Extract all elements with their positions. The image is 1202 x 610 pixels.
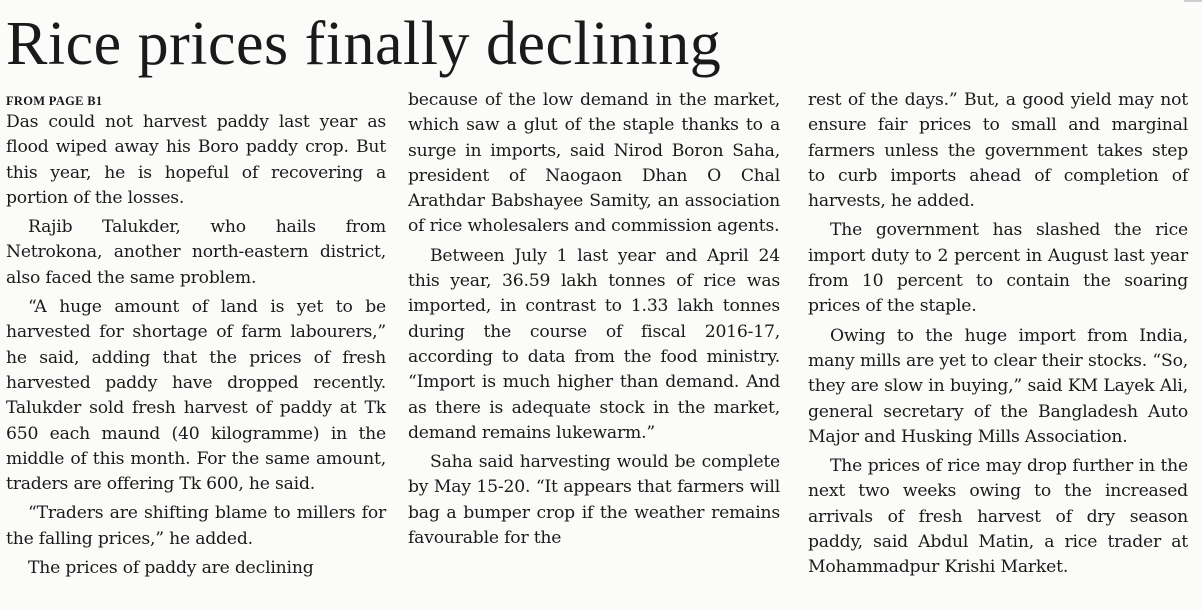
top-edge-rule: [1184, 0, 1202, 2]
paragraph: rest of the days.” But, a good yield may not ensure fair prices to small and marginal farmers unless the government takes step to curb imports ahead of completion of harvests, he added.: [808, 90, 1188, 212]
article-column-3: [808, 88, 1188, 581]
paragraph: Between July 1 last year and April 24 this year, 36.59 lakh tonnes of rice was imported, in contrast to 1.33 lakh tonnes during the course of fiscal 2016-17, according to data from the food ministry. “Import is much higher than demand. And as there is adequate stock in the market, demand remains lukewarm.”: [408, 245, 780, 443]
paragraph: because of the low demand in the market, which saw a glut of the staple thanks to a surge in imports, said Nirod Boron Saha, president of Naogaon Dhan O Chal Arathdar Babshayee Samity, an association of rice wholesalers and commission agents.: [408, 90, 780, 237]
paragraph: Rajib Talukder, who hails from Netrokona, another north-eastern district, also faced the same problem.: [6, 217, 386, 288]
paragraph: Saha said harvesting would be complete by May 15-20. “It appears that farmers will bag a bumper crop if the weather remains favourable for the: [408, 452, 780, 549]
paragraph: “Traders are shifting blame to millers for the falling prices,” he added.: [6, 503, 386, 549]
paragraph: The government has slashed the rice import duty to 2 percent in August last year from 10 percent to contain the soaring prices of the staple.: [808, 220, 1188, 317]
paragraph: The prices of paddy are declining: [28, 558, 314, 579]
paragraph: Das could not harvest paddy last year as flood wiped away his Boro paddy crop. But this year, he is hopeful of recovering a portion of the losses.: [6, 112, 386, 208]
article-column-1: [6, 90, 386, 581]
article-column-2: [408, 88, 780, 551]
continuation-kicker: FROM PAGE B1: [6, 94, 103, 108]
article-headline: Rice prices finally declining: [6, 10, 722, 78]
paragraph: Owing to the huge import from India, many mills are yet to clear their stocks. “So, they are slow in buying,” said KM Layek Ali, general secretary of the Bangladesh Auto Major and Husking Mills Association.: [808, 325, 1188, 447]
paragraph: “A huge amount of land is yet to be harvested for shortage of farm labourers,” he said, adding that the prices of fresh harvested paddy have dropped recently. Talukder sold fresh harvest of paddy at Tk 650 each maund (40 kilogramme) in the middle of this month. For the same amount, traders are offering Tk 600, he said.: [6, 297, 386, 495]
paragraph: The prices of rice may drop further in the next two weeks owing to the increased arrivals of fresh harvest of dry season paddy, said Abdul Matin, a rice trader at Mohammadpur Krishi Market.: [808, 456, 1188, 578]
